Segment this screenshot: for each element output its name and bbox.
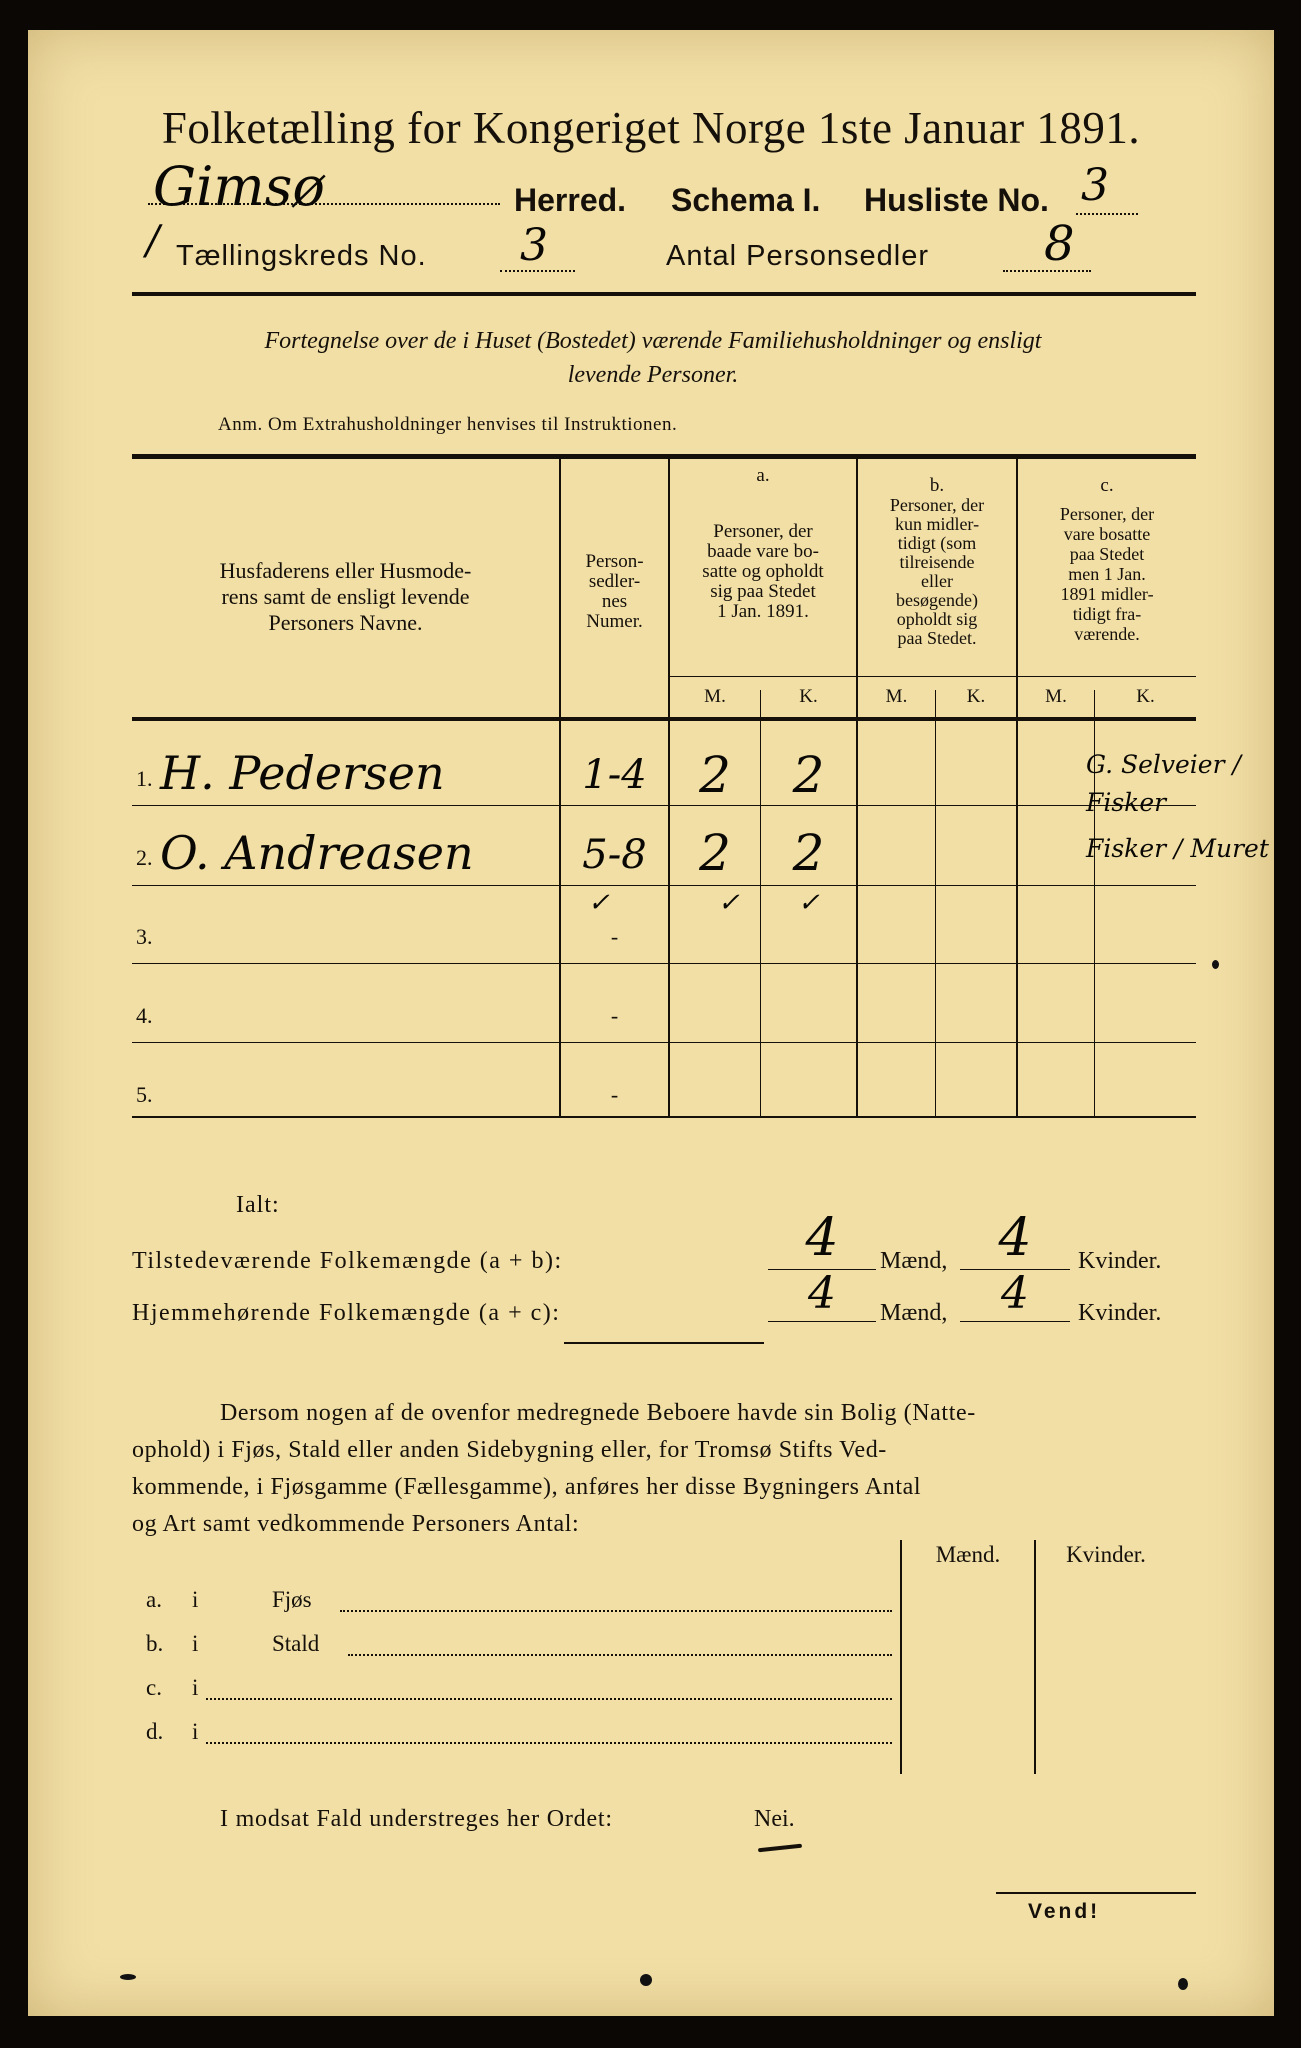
row-4-numbers: -: [610, 1003, 619, 1028]
section-separator: [564, 1342, 764, 1344]
a-m-label: M.: [704, 686, 726, 707]
row-3-numbers: -: [610, 924, 619, 949]
buildings-paragraph: Dersom nogen af de ovenfor medregnede Beboere havde sin Bolig (Natte- ophold) i Fjøs, Stald eller anden Sidebygning eller, for Tromsø Stifts Ved- kommende, i Fjøsgamme (Fællesgamme), anføres her disse Bygningers Antal og Art samt vedkommende Personers Antal:: [132, 1400, 976, 1537]
hjemme-kvinder-value: 4: [1001, 1268, 1029, 1319]
herred-label: Herred.: [514, 182, 627, 218]
husliste-label: Husliste No.: [864, 182, 1049, 218]
mk-header-rule: [668, 676, 1196, 677]
personsedler-value: 8: [1044, 216, 1075, 272]
hjemme-label: Hjemmehørende Folkemængde (a + c):: [132, 1300, 561, 1326]
col-header-b-letter: b.: [929, 475, 945, 496]
col-header-b: Personer, der kun midler- tidigt (som tilreisende eller besøgende) opholdt sig paa Stedet.: [889, 495, 985, 648]
row-1-name: H. Pedersen: [160, 746, 445, 800]
row-1-occupation: G. Selveier / Fisker: [1086, 750, 1241, 817]
col-header-a-letter: a.: [756, 465, 770, 486]
tilstede-maend-label: Mænd,: [880, 1248, 948, 1274]
buildings-col-divider-2: [1034, 1540, 1036, 1774]
col-header-c-letter: c.: [1100, 475, 1114, 496]
building-row-dotline: [206, 1742, 892, 1744]
row-number: 4.: [136, 1003, 153, 1028]
row-number: 3.: [136, 924, 153, 949]
tally-slash-mark: /: [146, 218, 160, 264]
row-number: 1.: [136, 766, 153, 791]
buildings-kvinder-header: Kvinder.: [1066, 1542, 1146, 1567]
ink-speck: [1178, 1978, 1188, 1990]
table-top-rule: [132, 454, 1196, 459]
personsedler-label: Antal Personsedler: [666, 240, 930, 272]
row-number: 2.: [136, 845, 153, 870]
building-row-dotline: [206, 1698, 892, 1700]
hjemme-kvinder-line: [960, 1321, 1070, 1322]
row-1-numbers: 1-4: [582, 752, 647, 798]
intro-line2: levende Personer.: [567, 362, 739, 388]
a-k-label: K.: [799, 686, 818, 707]
husliste-dotline: [1076, 213, 1138, 215]
table-bottom-rule: [132, 1116, 1196, 1118]
kreds-value: 3: [520, 220, 548, 271]
col-header-numbers: Person- sedler- nes Numer.: [585, 551, 644, 632]
building-row-i: i: [192, 1631, 199, 1656]
table-header-rule: [132, 717, 1196, 721]
building-row-i: i: [192, 1719, 199, 1744]
nei-underline: [758, 1844, 802, 1853]
ialt-label: Ialt:: [236, 1192, 280, 1218]
building-row-letter: a.: [146, 1587, 162, 1612]
check-mark: ✓: [588, 888, 610, 918]
row-rule-3: [132, 963, 1196, 964]
building-row-dotline: [340, 1610, 892, 1612]
hjemme-maend-line: [768, 1321, 876, 1322]
c-m-label: M.: [1045, 686, 1067, 707]
ink-speck: [640, 1974, 652, 1986]
row-5-numbers: -: [610, 1082, 619, 1107]
row-number: 5.: [136, 1082, 153, 1107]
anm-note: Anm. Om Extrahusholdninger henvises til Instruktionen.: [218, 414, 678, 435]
col-header-names: Husfaderens eller Husmode- rens samt de ensligt levende Personers Navne.: [219, 558, 472, 635]
husliste-value: 3: [1081, 160, 1109, 211]
kreds-label: Tællingskreds No.: [176, 240, 427, 272]
b-k-label: K.: [966, 686, 986, 707]
hjemme-maend-label: Mænd,: [880, 1300, 948, 1326]
building-row-label: Stald: [272, 1631, 320, 1656]
row-2-a-k: 2: [792, 824, 825, 882]
buildings-maend-header: Mænd.: [935, 1542, 1001, 1567]
tilstede-kvinder-value: 4: [998, 1208, 1032, 1268]
building-row-letter: b.: [146, 1631, 164, 1656]
intro-line1: Fortegnelse over de i Huset (Bostedet) værende Familiehusholdninger og ensligt: [264, 328, 1042, 354]
c-k-label: K.: [1136, 686, 1155, 707]
vend-label: Vend!: [1028, 1900, 1101, 1923]
row-2-name: O. Andreasen: [160, 826, 474, 880]
hjemme-kvinder-label: Kvinder.: [1078, 1300, 1162, 1326]
building-row-letter: c.: [146, 1675, 162, 1700]
building-row-letter: d.: [146, 1719, 164, 1744]
col-divider-b-mk: [935, 690, 936, 1116]
schema-label: Schema I.: [671, 182, 821, 218]
ink-speck: [120, 1974, 136, 1980]
row-1-a-k: 2: [792, 746, 825, 804]
nei-word: Nei.: [754, 1806, 795, 1832]
building-row-dotline: [348, 1654, 892, 1656]
buildings-col-divider-1: [900, 1540, 902, 1774]
row-rule-2: [132, 885, 1196, 886]
modsat-text: I modsat Fald understreges her Ordet:: [220, 1806, 613, 1832]
row-2-a-m: 2: [699, 824, 731, 882]
census-form-sheet: [28, 30, 1274, 2016]
col-header-a: Personer, der baade vare bo- satte og opholdt sig paa Stedet 1 Jan. 1891.: [702, 521, 824, 622]
check-mark: ✓: [718, 888, 740, 918]
vend-rule: [996, 1892, 1196, 1894]
row-rule-4: [132, 1042, 1196, 1043]
row-rule-1: [132, 805, 1196, 806]
col-header-c: Personer, der vare bosatte paa Stedet men 1 Jan. 1891 midler- tidigt fra- værende.: [1059, 504, 1155, 644]
tilstede-kvinder-label: Kvinder.: [1078, 1248, 1162, 1274]
building-row-label: Fjøs: [272, 1587, 312, 1612]
form-title: Folketælling for Kongeriget Norge 1ste Januar 1891.: [161, 103, 1141, 153]
hjemme-maend-value: 4: [808, 1268, 836, 1319]
tilstede-maend-value: 4: [805, 1208, 839, 1268]
row-2-occupation: Fisker / Muret: [1086, 834, 1269, 863]
row-2-numbers: 5-8: [582, 832, 647, 878]
row-1-a-m: 2: [699, 746, 731, 804]
header-rule: [132, 292, 1196, 296]
b-m-label: M.: [885, 686, 908, 707]
building-row-i: i: [192, 1587, 199, 1612]
ink-speck: [1212, 960, 1219, 969]
tilstede-label: Tilstedeværende Folkemængde (a + b):: [132, 1248, 563, 1274]
herred-value: Gimsø: [153, 155, 325, 218]
building-row-i: i: [192, 1675, 199, 1700]
check-mark: ✓: [798, 888, 820, 918]
